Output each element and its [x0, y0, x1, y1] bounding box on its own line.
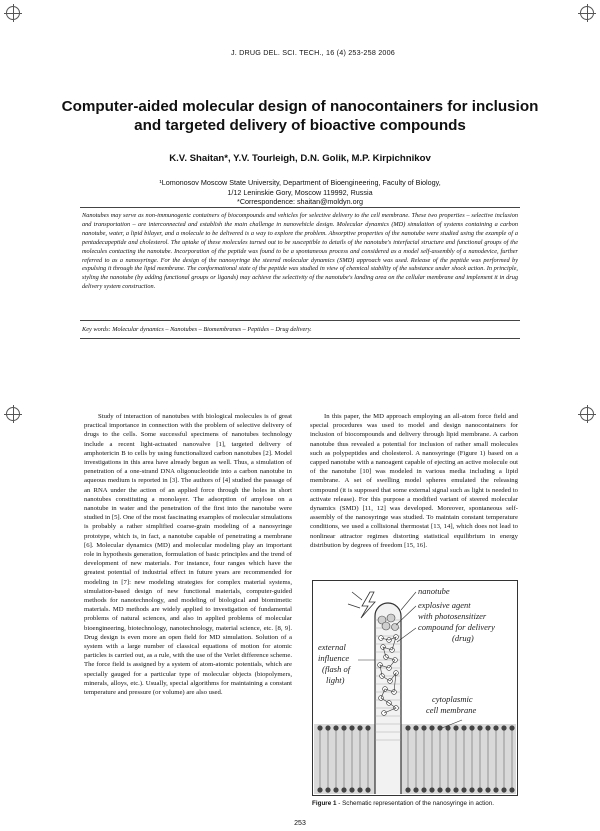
registration-mark-right-icon — [580, 407, 594, 421]
figure-caption-text: - Schematic representation of the nanosyringe in action. — [336, 800, 495, 807]
title-line-1: Computer-aided molecular design of nanocontainers for inclusion — [61, 98, 539, 115]
figure-caption — [312, 800, 494, 807]
registration-mark-left-icon — [6, 407, 20, 421]
label-explosive-agent: explosive agent — [418, 600, 471, 610]
label-influence: influence — [318, 653, 350, 663]
affiliation-line-2: 1/12 Leninskie Gory, Moscow 119992, Russia — [227, 187, 373, 197]
label-external: external — [318, 642, 346, 652]
label-cytoplasmic: cytoplasmic — [432, 694, 473, 704]
correspondence: *Correspondence: shaitan@moldyn.org — [237, 197, 363, 206]
cell-membrane — [314, 724, 516, 794]
body-right-column — [310, 412, 518, 550]
body-left-column — [84, 412, 292, 697]
label-photosensitizer: with photosensitizer — [418, 611, 487, 621]
registration-mark-top-left-icon — [6, 6, 20, 20]
affiliation — [40, 178, 560, 207]
label-cell-membrane: cell membrane — [426, 705, 477, 715]
title-line-2: and targeted delivery of bioactive compounds — [134, 117, 466, 134]
abstract: Nanotubes may serve as non-immunogenic containers of biocompounds and vehicles for selective delivery to the cell membrane. These two properties – selective inclusion and transportation – are interconnected and establish the main challenge in nanovehicle design. Molecular dynamics (MD) simulation of systems containing a carbon nanotube, water, a lipid bilayer, and a molecule to be delivered is a way to explore the problem. Absorptive properties of the nanotube were studied using the example of a pentadecapeptide and cholesterol. The uptake of these molecules turned out to be susceptible to details of the nanotube's interfacial structure and functional groups of the molecules contacting the nanotube. Incorporation of the peptide was found to be a spontaneous process and considered as a model self-assembly of a nanodevice, further referred to as a nanosyringe. For the design of the nanosyringe the steered molecular dynamics (SMD) approach was used. Release of the peptide was performed by expulsing it through the lipid membrane. The conformational state of the peptide was studied in view of chemical stability of the substance under shock action. In principle, styling the nanotube (by adding functional groups or ligands) may achieve the selectivity of the nanotube's landing area on the cellular membrane and implement it in drug delivery system construction. — [82, 212, 518, 291]
divider-middle — [80, 320, 520, 321]
divider-bottom — [80, 338, 520, 339]
label-drug: (drug) — [452, 633, 474, 643]
affiliation-line-1: ¹Lomonosov Moscow State University, Department of Bioengineering, Faculty of Biology, — [159, 178, 441, 187]
article-title — [40, 97, 560, 135]
label-light: light) — [326, 675, 345, 685]
figure-caption-label: Figure 1 — [312, 800, 337, 807]
divider-top — [80, 207, 520, 208]
label-nanotube: nanotube — [418, 586, 450, 596]
journal-reference: J. DRUG DEL. SCI. TECH., 16 (4) 253-258 2006 — [230, 48, 395, 57]
label-flash-of: (flash of — [322, 664, 351, 674]
keywords: Key words: Molecular dynamics – Nanotubes – Biomembranes – Peptides – Drug delivery. — [82, 326, 312, 333]
body-paragraph: Study of interaction of nanotubes with biological molecules is of great practical importance in connection with the problem of selective delivery of drugs to the cells. Some successful specimens of nanotubes technology include a recent light-actuated nanovalve [1], targeted delivery of amphotericin B to cells by using functionalized carbon nanotubes [2]. Model investigations in this area have already begun as well. Thus, a simulation of penetration of a one-strand DNA oligonucleotide into a carbon nanotube in aqueous medium is reported in [3]. The authors of [4] studied the passage of an RNA under the action of an applied force through the holes in short nanotubes constituting a monolayer. The adsorption of amylose on a nanotube in water and the penetration of the first into the nanotube were studied in [5]. One of the most fascinating examples of molecular simulations is probably a rather simplified coarse-grain modeling of a nanosyringe prototype, which is, in fact, a nanotube capable of penetrating a membrane [6]. Molecular dynamics (MD) and molecular modeling play an important role in hypothesis generation, formulation of basic principles and the trend of development of new materials. For instance, four ranges which have the greatest potential of industrial effect in future years are recommended for modeling in [7]: new modeling strategies for complex material systems, simulation-based design of new functional materials, computer-guided methods for nanotechnology, and modeling of biological and biomimetic materials. MD methods are widely applied to investigation of fundamental problems of natural sciences, and also in applied problems of molecular bioengineering, biotechnology, nanotechnology, material science, etc. [8, 9]. Drug design is even more an open field for MD simulation. Solution of a system with a large number of classical equations of motion for atomic particles is carried out, as a rule, with the use of the Verlet difference scheme. The force field is assigned by a system of atom-atomic potentials, which are specially gauged for a particular type of molecular objects (biopolymers, minerals, alloys, etc.). Usually, special algorithms for maintaining a constant temperature and pressure (or volume) are also used. — [84, 413, 293, 697]
body-paragraph: In this paper, the MD approach employing an all-atom force field and special procedures was used to model and design nanocontainers for inclusion of biocompounds and delivery through lipid membrane. A carbon nanotube thus revealed a potential for inclusion of rather small molecules such as polypeptides and cholesterol. A nanosyringe (Figure 1) based on a capped nanotube with a nanoagent capable of ejecting an active molecule out of the nanotube [10] was modeled in various media including a lipid membrane. A set of swelling model spheres emulated the releasing compound (it is supposed that some external signal such as light is needed to activate release). For this purpose a modified variant of steered molecular dynamics (SMD) [11, 12] was developed. Moreover, spontaneous self-assembly of the nanosyringe was studied. To maintain constant temperature conditions, we used a collisional thermostat [13, 14], which does not lead to nonlinear attractor regimes distorting statistical equilibrium in energy distribution by degrees of freedom [15, 16]. — [310, 413, 518, 549]
label-compound-for-delivery: compound for delivery — [418, 622, 495, 632]
page-number: 253 — [294, 820, 306, 827]
nanosyringe-figure — [312, 580, 518, 796]
registration-mark-top-right-icon — [580, 6, 594, 20]
authors: K.V. Shaitan*, Y.V. Tourleigh, D.N. Golik, M.P. Kirpichnikov — [169, 153, 431, 164]
